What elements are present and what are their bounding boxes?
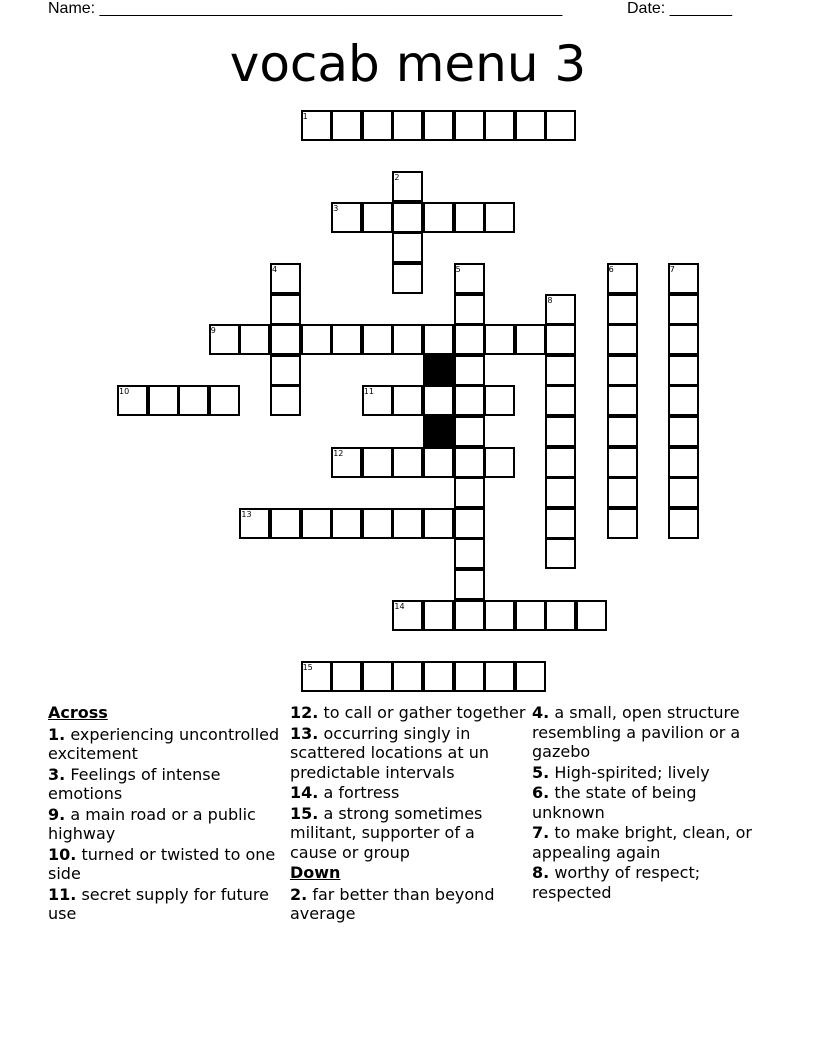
clue-number-label: 4 [272, 265, 278, 274]
grid-cell[interactable] [362, 110, 393, 141]
grid-cell[interactable] [545, 508, 576, 539]
grid-cell[interactable] [607, 385, 638, 416]
grid-cell[interactable] [668, 385, 699, 416]
clue-number-label: 14 [394, 601, 405, 611]
grid-cell[interactable] [454, 324, 485, 355]
grid-cell[interactable] [454, 294, 485, 325]
grid-cell[interactable] [668, 508, 699, 539]
grid-cell[interactable] [484, 447, 515, 478]
clue-across-12: 12. to call or gather together [290, 703, 526, 722]
grid-cell[interactable] [392, 661, 423, 692]
grid-cell[interactable] [178, 385, 209, 416]
grid-cell[interactable] [515, 110, 546, 141]
clue-number-label: 6 [608, 265, 614, 274]
grid-cell[interactable] [392, 202, 423, 233]
clue-number-label: 9 [210, 326, 216, 336]
grid-cell[interactable] [484, 110, 515, 141]
grid-cell[interactable] [423, 508, 454, 539]
grid-cell[interactable] [484, 600, 515, 631]
clue-across-15: 15. a strong sometimes militant, supporter of a cause or group [290, 803, 483, 862]
clue-column-1 [48, 703, 284, 925]
clue-across-11: 11. secret supply for future use [48, 884, 269, 923]
grid-cell[interactable] [545, 600, 576, 631]
grid-cell[interactable] [607, 355, 638, 386]
clue-down-6: 6. the state of being unknown [532, 783, 697, 822]
grid-cell[interactable] [423, 600, 454, 631]
clue-across-1: 1. experiencing uncontrolled excitement [48, 724, 280, 763]
grid-cell[interactable] [362, 447, 393, 478]
clue-number-label: 12 [333, 448, 344, 458]
clue-across-14: 14. a fortress [290, 783, 400, 802]
grid-cell[interactable] [484, 385, 515, 416]
clue-number-label: 15 [302, 662, 313, 672]
grid-cell[interactable] [209, 385, 240, 416]
grid-cell[interactable] [392, 447, 423, 478]
grid-cell[interactable] [331, 661, 362, 692]
grid-cell[interactable] [423, 385, 454, 416]
grid-cell[interactable] [423, 447, 454, 478]
clue-number-label: 13 [241, 509, 252, 519]
grid-cell[interactable] [545, 416, 576, 447]
grid-cell[interactable] [454, 355, 485, 386]
grid-cell[interactable] [454, 110, 485, 141]
grid-cell[interactable] [515, 324, 546, 355]
grid-cell[interactable] [576, 600, 607, 631]
grid-cell[interactable] [392, 324, 423, 355]
grid-cell[interactable] [454, 385, 485, 416]
clue-number-label: 1 [302, 112, 308, 121]
grid-cell[interactable] [607, 294, 638, 325]
grid-cell[interactable] [362, 324, 393, 355]
clue-across-13: 13. occurring singly in scattered locations at un predictable intervals [290, 723, 489, 782]
grid-cell[interactable] [668, 324, 699, 355]
grid-cell[interactable] [668, 416, 699, 447]
grid-cell[interactable] [423, 324, 454, 355]
grid-cell[interactable] [362, 508, 393, 539]
grid-cell[interactable] [607, 477, 638, 508]
grid-cell[interactable] [607, 324, 638, 355]
grid-cell[interactable] [392, 385, 423, 416]
clue-down-8: 8. worthy of respect; respected [532, 863, 701, 902]
grid-cell[interactable] [545, 447, 576, 478]
grid-cell[interactable] [270, 508, 301, 539]
grid-cell[interactable] [362, 202, 393, 233]
across-heading: Across [48, 703, 108, 722]
grid-cell[interactable] [484, 324, 515, 355]
clue-across-10: 10. turned or twisted to one side [48, 844, 276, 883]
grid-cell[interactable] [454, 202, 485, 233]
grid-cell[interactable] [148, 385, 179, 416]
grid-cell[interactable] [668, 477, 699, 508]
grid-cell[interactable] [270, 355, 301, 386]
grid-cell[interactable] [545, 355, 576, 386]
grid-cell[interactable] [484, 661, 515, 692]
grid-cell[interactable] [454, 416, 485, 447]
clue-across-3: 3. Feelings of intense emotions [48, 764, 221, 803]
clue-number-label: 10 [119, 387, 130, 397]
clue-down-4: 4. a small, open structure resembling a pavilion or a gazebo [532, 703, 741, 761]
grid-cell[interactable] [331, 324, 362, 355]
grid-cell[interactable] [607, 508, 638, 539]
clue-down-7: 7. to make bright, clean, or appealing again [532, 823, 752, 862]
grid-cell[interactable] [515, 600, 546, 631]
grid-cell[interactable] [301, 508, 332, 539]
grid-cell[interactable] [423, 202, 454, 233]
grid-cell[interactable] [423, 661, 454, 692]
grid-cell[interactable] [270, 324, 301, 355]
grid-cell[interactable] [270, 294, 301, 325]
clue-number-label: 3 [333, 203, 339, 213]
clue-number-label: 7 [669, 265, 675, 274]
grid-cell[interactable] [454, 600, 485, 631]
grid-cell[interactable] [331, 508, 362, 539]
grid-cell[interactable] [392, 263, 423, 294]
grid-cell[interactable] [270, 385, 301, 416]
clue-number-label: 5 [455, 265, 461, 274]
grid-cell[interactable] [545, 110, 576, 141]
grid-cell[interactable] [545, 538, 576, 569]
grid-cell[interactable] [484, 202, 515, 233]
grid-cell[interactable] [454, 477, 485, 508]
grid-cell[interactable] [545, 477, 576, 508]
clue-column-2 [290, 703, 526, 925]
grid-cell[interactable] [392, 508, 423, 539]
grid-cell[interactable] [545, 324, 576, 355]
page-title: vocab menu 3 [229, 35, 587, 93]
grid-cell[interactable] [545, 385, 576, 416]
clue-number-label: 8 [547, 295, 553, 305]
grid-cell[interactable] [607, 447, 638, 478]
clue-column-3 [532, 703, 768, 903]
clue-number-label: 11 [363, 387, 374, 397]
grid-cell[interactable] [392, 110, 423, 141]
date-line: Date: _______ [627, 0, 732, 17]
black-square [423, 416, 454, 447]
name-line: Name: ____________________________________________________ [48, 0, 563, 17]
clue-across-9: 9. a main road or a public highway [48, 804, 256, 843]
grid-cell[interactable] [668, 355, 699, 386]
grid-cell[interactable] [668, 294, 699, 325]
grid-cell[interactable] [392, 232, 423, 263]
down-heading: Down [290, 863, 341, 882]
grid-cell[interactable] [239, 324, 270, 355]
grid-cell[interactable] [454, 508, 485, 539]
grid-cell[interactable] [454, 569, 485, 600]
clue-number-label: 2 [394, 173, 400, 183]
grid-cell[interactable] [301, 324, 332, 355]
grid-cell[interactable] [607, 416, 638, 447]
grid-cell[interactable] [454, 538, 485, 569]
grid-cell[interactable] [515, 661, 546, 692]
clue-down-5: 5. High-spirited; lively [532, 762, 710, 782]
grid-cell[interactable] [668, 447, 699, 478]
black-square [423, 355, 454, 386]
grid-cell[interactable] [454, 661, 485, 692]
grid-cell[interactable] [331, 110, 362, 141]
clue-down-2: 2. far better than beyond average [290, 884, 495, 923]
grid-cell[interactable] [454, 447, 485, 478]
grid-cell[interactable] [423, 110, 454, 141]
grid-cell[interactable] [362, 661, 393, 692]
